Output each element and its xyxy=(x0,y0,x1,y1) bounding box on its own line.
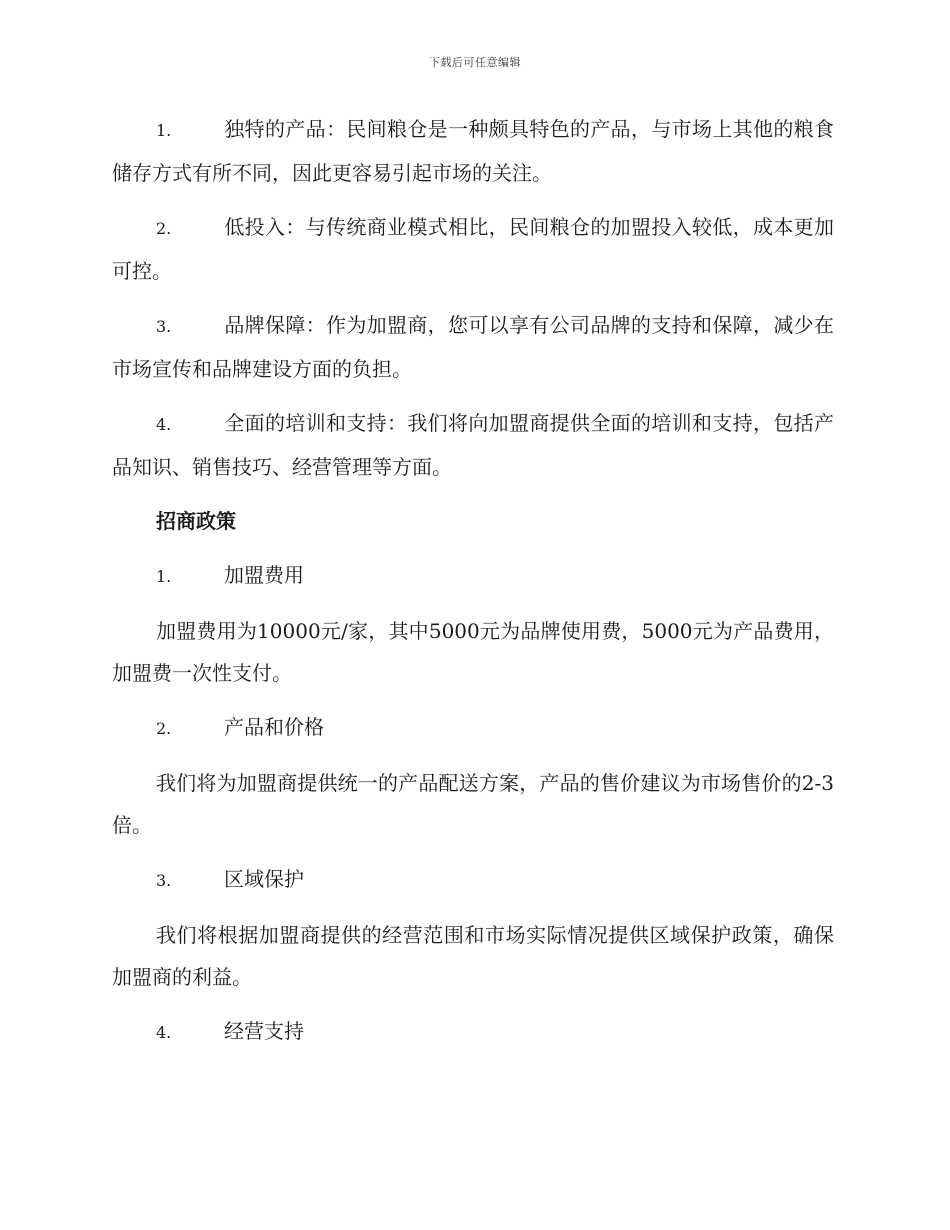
list-number: 4. xyxy=(156,1023,172,1042)
advantage-item xyxy=(112,206,834,292)
list-number: 3. xyxy=(156,317,172,336)
advantage-item xyxy=(112,304,834,390)
document-body xyxy=(112,108,834,1066)
advantage-item xyxy=(112,402,834,488)
policy-item-title xyxy=(112,706,834,750)
page-header: 下载后可任意编辑 xyxy=(429,56,521,69)
list-text: 产品和价格 xyxy=(224,715,324,739)
advantage-item xyxy=(112,108,834,194)
list-text: 全面的培训和支持：我们将向加盟商提供全面的培训和支持，包括产品知识、销售技巧、经营管理等方面。 xyxy=(112,411,834,479)
list-text: 品牌保障：作为加盟商，您可以享有公司品牌的支持和保障，减少在市场宣传和品牌建设方面的负担。 xyxy=(112,313,834,381)
list-text: 低投入：与传统商业模式相比，民间粮仓的加盟投入较低，成本更加可控。 xyxy=(112,215,834,283)
list-text: 独特的产品：民间粮仓是一种颇具特色的产品，与市场上其他的粮食储存方式有所不同，因此更容易引起市场的关注。 xyxy=(112,117,834,185)
section-heading: 招商政策 xyxy=(156,509,236,533)
policy-item-title xyxy=(112,554,834,598)
policy-item-body: 加盟费用为10000元/家，其中5000元为品牌使用费，5000元为产品费用，加盟费一次性支付。 xyxy=(112,619,834,685)
policy-item-body: 我们将为加盟商提供统一的产品配送方案，产品的售价建议为市场售价的2-3倍。 xyxy=(112,771,834,837)
list-number: 2. xyxy=(156,219,172,238)
list-number: 1. xyxy=(156,567,172,586)
list-number: 4. xyxy=(156,415,172,434)
list-number: 3. xyxy=(156,871,172,890)
list-text: 经营支持 xyxy=(224,1019,304,1043)
list-text: 区域保护 xyxy=(224,867,304,891)
policy-item-title xyxy=(112,1010,834,1054)
list-number: 1. xyxy=(156,121,172,140)
list-text: 加盟费用 xyxy=(224,563,304,587)
list-number: 2. xyxy=(156,719,172,738)
policy-item-body: 我们将根据加盟商提供的经营范围和市场实际情况提供区域保护政策，确保加盟商的利益。 xyxy=(112,923,834,989)
policy-item-title xyxy=(112,858,834,902)
